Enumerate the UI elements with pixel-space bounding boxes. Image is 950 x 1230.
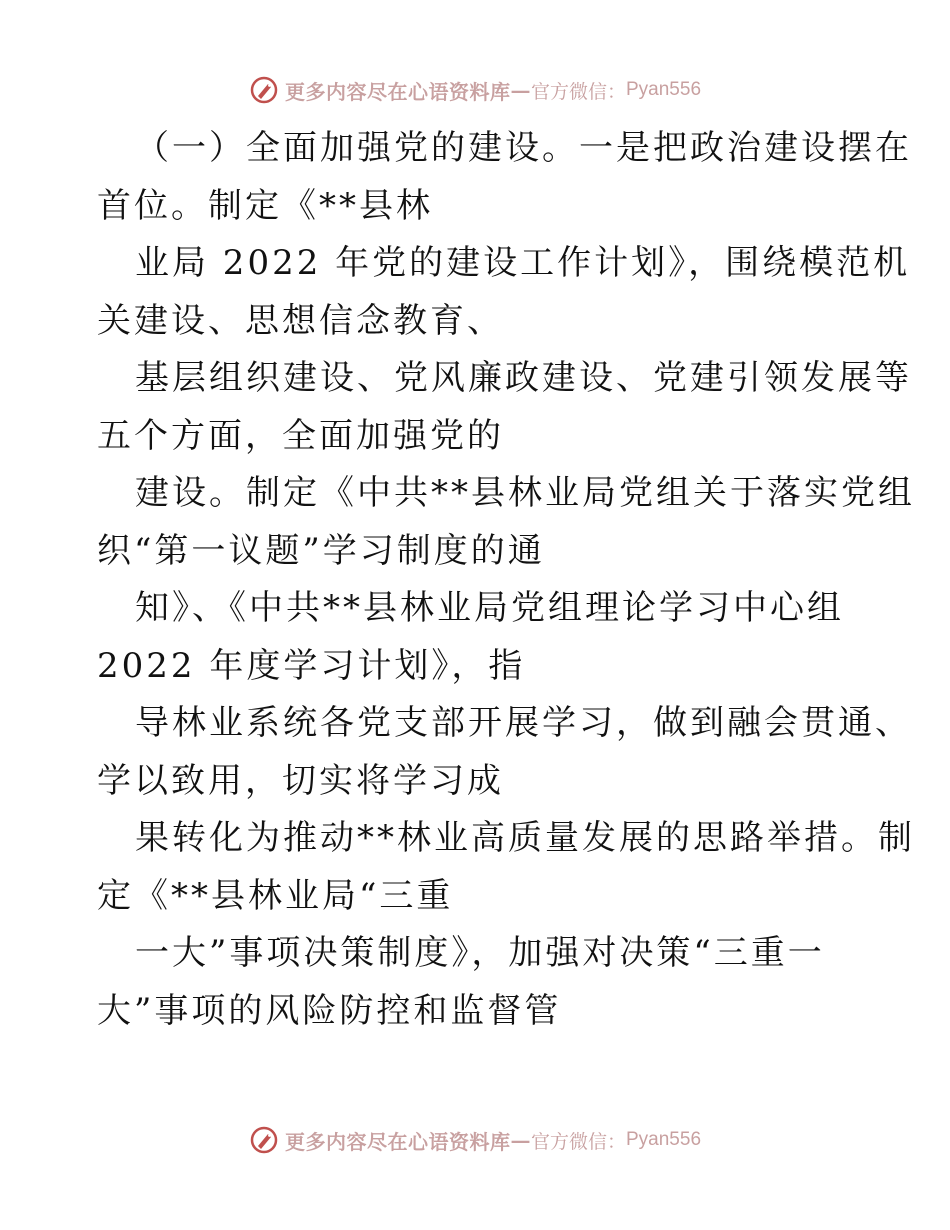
header-wechat-label: 官方微信： <box>530 80 626 103</box>
pen-nib-circle-icon <box>249 75 279 105</box>
text-line: 建设。制定《中共**县林业局党组关于落实党组 <box>135 473 915 513</box>
footer-promo-text: 更多内容尽在心语资料库 <box>284 1129 511 1154</box>
text-line: 业局 2022 年党的建设工作计划》，围绕模范机 <box>135 243 911 283</box>
text-line: 导林业系统各党支部开展学习，做到融会贯通、 <box>135 703 912 743</box>
header-separator: — <box>510 78 531 102</box>
text-line: 基层组织建设、党风廉政建设、党建引领发展等 <box>135 358 912 398</box>
text-line: 学以致用，切实将学习成 <box>97 760 504 801</box>
text-line: 一大”事项决策制度》，加强对决策“三重一 <box>135 933 825 973</box>
pen-nib-circle-icon <box>249 1125 279 1155</box>
header-watermark <box>0 70 950 110</box>
footer-wechat-label: 官方微信： <box>530 1130 626 1153</box>
document-body <box>97 120 915 1040</box>
text-line: 五个方面，全面加强党的 <box>97 415 504 456</box>
footer-watermark <box>0 1120 950 1160</box>
text-line: 2022 年度学习计划》，指 <box>97 645 526 686</box>
text-line: 首位。制定《**县林 <box>97 185 433 226</box>
text-line: 大”事项的风险防控和监督管 <box>97 990 562 1031</box>
header-promo-text: 更多内容尽在心语资料库 <box>284 79 511 104</box>
text-line: 知》、《中共**县林业局党组理论学习中心组 <box>135 588 844 628</box>
text-line: （一）全面加强党的建设。一是把政治建设摆在 <box>135 128 912 168</box>
footer-separator: — <box>510 1128 531 1152</box>
footer-wechat-id: Pyan556 <box>626 1129 702 1150</box>
text-line: 果转化为推动**林业高质量发展的思路举措。制 <box>135 818 915 858</box>
text-line: 定《**县林业局“三重 <box>97 875 454 916</box>
text-line: 关建设、思想信念教育、 <box>97 300 504 341</box>
header-wechat-id: Pyan556 <box>626 79 702 100</box>
text-line: 织“第一议题”学习制度的通 <box>97 530 545 571</box>
